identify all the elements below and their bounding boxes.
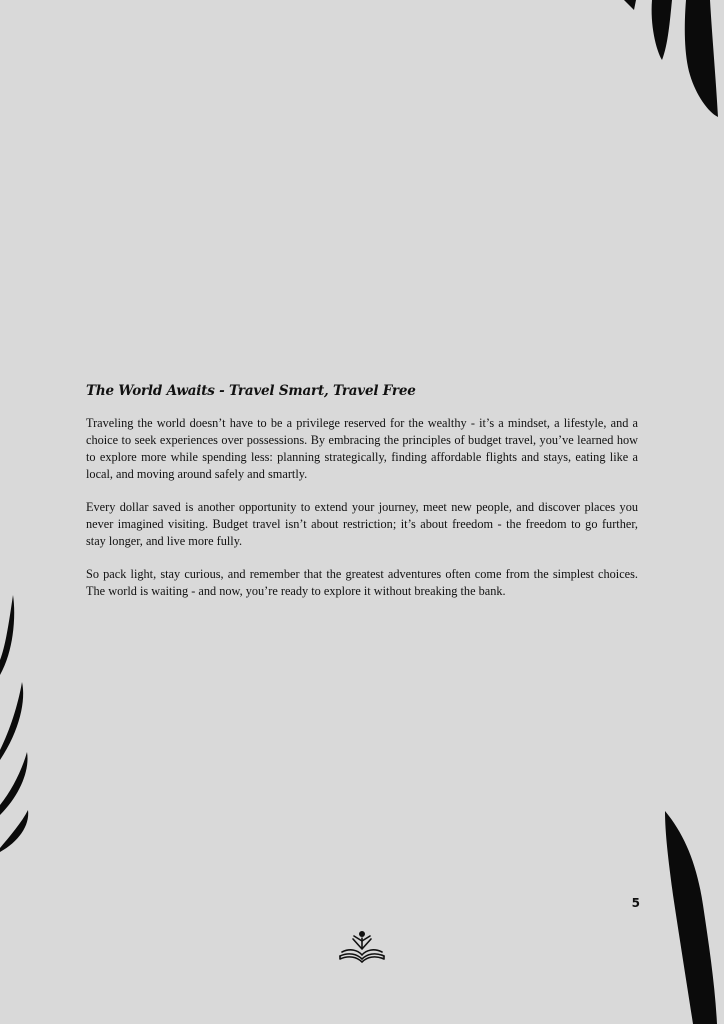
- section-heading: The World Awaits - Travel Smart, Travel Free: [86, 383, 416, 399]
- article: [86, 383, 638, 616]
- paragraph-1: Traveling the world doesn’t have to be a privilege reserved for the wealthy - it’s a mindset, a lifestyle, and a choice to seek experiences over possessions. By embracing the principles of budget travel, you’ve learned how to explore more while spending less: planning strategically, finding affordable flights and stays, eating like a local, and moving around safely and smartly.: [86, 416, 638, 481]
- leaf-decoration-bottom-right: [655, 805, 724, 1024]
- paragraph-2: Every dollar saved is another opportunity to extend your journey, meet new people, and discover places you never imagined visiting. Budget travel isn’t about restriction; it’s about freedom - the freedom to go further, stay longer, and live more fully.: [86, 500, 638, 548]
- leaf-decoration-top-right: [600, 0, 724, 120]
- leaf-decoration-left: [0, 590, 40, 860]
- open-book-person-icon: [338, 928, 386, 966]
- paragraph-3: So pack light, stay curious, and remember that the greatest adventures often come from the simplest choices. The world is waiting - and now, you’re ready to explore it without breaking the bank.: [86, 567, 638, 598]
- page-number: 5: [631, 896, 640, 910]
